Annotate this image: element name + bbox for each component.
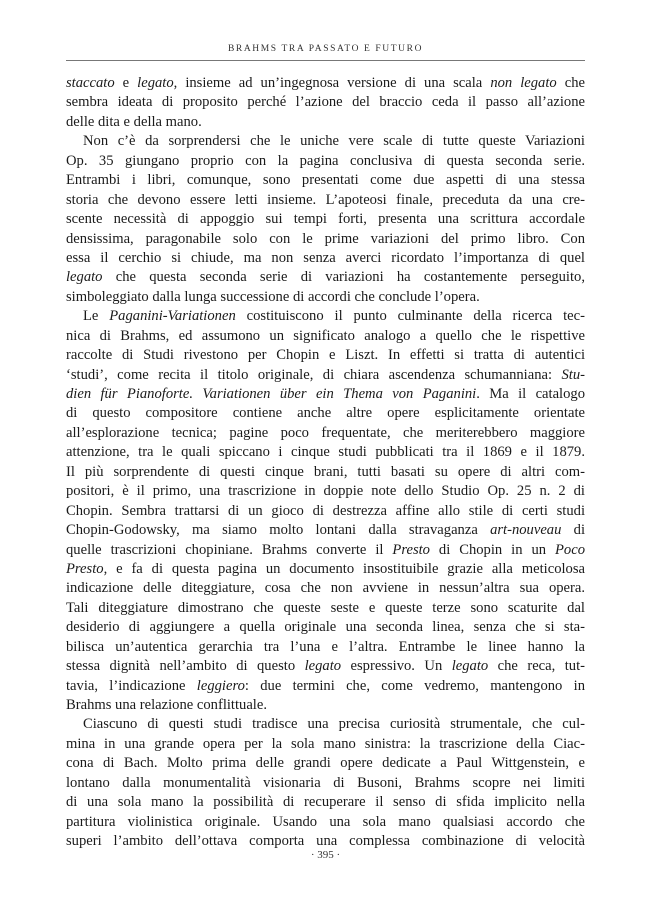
text-run: : due termini che, come vedremo, mantengono in <box>244 677 585 694</box>
italic-text: staccato <box>66 75 115 91</box>
italic-text: legato <box>451 658 489 675</box>
text-line <box>66 366 585 385</box>
text-run: scente necessità di appoggio sui tempi forti, presenta una scrittura accordale <box>66 211 585 228</box>
text-line <box>66 288 585 307</box>
text-run: lontano dalla monumentalità visionaria di Busoni, Brahms scopre nei limiti <box>66 774 585 791</box>
text-line <box>66 696 585 715</box>
text-run: storia che devono essere letti insieme. L’apoteosi finale, preceduta da una cre- <box>66 191 585 208</box>
text-run: delle dita e della mano. <box>66 113 202 130</box>
text-line <box>66 793 585 812</box>
text-run: quelle trascrizioni chopiniane. Brahms converte il <box>66 541 393 558</box>
italic-text: Stu- <box>561 366 585 383</box>
italic-text: legato <box>304 658 342 675</box>
text-run: Ciascuno di questi studi tradisce una precisa curiosità strumentale, che cul- <box>83 716 585 733</box>
text-run: Il più sorprendente di questi cinque brani, tutti basati su opere di altri com- <box>66 463 585 480</box>
text-run: costituiscono il punto culminante della ricerca tec- <box>235 308 585 325</box>
text-run: Op. 35 giungano proprio con la pagina conclusiva di questa seconda serie. <box>66 152 585 169</box>
text-run: stessa dignità nell’ambito di questo <box>66 658 305 675</box>
text-line <box>66 404 585 423</box>
text-run: tavia, l’indicazione <box>66 677 197 694</box>
text-line <box>66 93 585 112</box>
text-line <box>66 579 585 598</box>
text-run: Chopin-Godowsky, ma siamo molto lontani dalla stravaganza <box>66 522 491 539</box>
text-line <box>66 677 585 696</box>
text-run: . Ma il catalogo <box>476 386 586 402</box>
text-run: densissima, paragonabile solo con le prime variazioni del primo libro. Con <box>66 230 585 247</box>
text-run: bilisca un’autentica gerarchia tra l’una e l’altra. Entrambe le linee hanno la <box>66 638 585 655</box>
text-line <box>66 152 585 171</box>
italic-text: art-nouveau <box>490 522 562 539</box>
text-line <box>66 599 585 618</box>
text-line <box>66 171 585 190</box>
text-line <box>66 735 585 754</box>
text-run: , e fa di questa pagina un documento insostituibile grazie alla meticolosa <box>103 560 585 577</box>
text-line <box>66 385 585 404</box>
text-run: di Chopin in un <box>429 541 555 558</box>
text-run: che reca, tut- <box>488 658 585 675</box>
text-line <box>66 307 585 326</box>
text-line <box>66 132 585 151</box>
text-line <box>66 74 585 93</box>
text-run: espressivo. Un <box>341 658 452 675</box>
text-line <box>66 715 585 734</box>
text-run: che <box>556 75 585 91</box>
italic-text: dien für Pianoforte. Variationen über ein Thema von Paganini <box>66 386 477 402</box>
text-line <box>66 638 585 657</box>
text-run: nica di Brahms, ed assumono un significato analogo a quello che le rispettive <box>66 327 585 344</box>
text-run: all’esplorazione tecnica; pagine poco frequentate, che meriterebbero maggiore <box>66 424 585 441</box>
text-run: desiderio di aggiungere a quella originale una seconda linea, senza che si sta- <box>66 619 585 636</box>
text-run: di questo compositore contiene anche altre opere esplicitamente orientate <box>66 405 585 422</box>
text-run: partitura violinistica originale. Usando una sola mano qualsiasi accordo che <box>66 813 585 830</box>
text-run: ‘studi’, come recita il titolo originale, di chiara ascendenza schumanniana: <box>66 366 562 383</box>
text-line <box>66 424 585 443</box>
text-run: raccolte di Studi rivestono per Chopin e Liszt. In effetti si tratta di autentici <box>66 347 585 364</box>
text-run: di una sola mano la possibilità di recuperare il senso di sfida implicito nella <box>66 794 585 811</box>
italic-text: Presto <box>392 541 430 558</box>
text-line <box>66 443 585 462</box>
italic-text: legato <box>137 75 174 91</box>
text-run: cona di Bach. Molto prima delle grandi opere dedicate a Paul Wittgenstein, e <box>66 755 585 772</box>
text-run: attenzione, tra le quali spiccano i cinque studi pubblicati tra il 1869 e il 1879. <box>66 444 585 461</box>
text-line <box>66 657 585 676</box>
text-line <box>66 210 585 229</box>
text-line <box>66 813 585 832</box>
text-run: Entrambi i libri, comunque, sono presentati come due aspetti di una stessa <box>66 172 585 189</box>
text-run: Brahms una relazione conflittuale. <box>66 697 267 713</box>
header-rule <box>66 60 585 61</box>
text-run: Non c’è da sorprendersi che le uniche vere scale di tutte queste Variazioni <box>83 133 585 150</box>
text-run: Le <box>83 308 110 325</box>
italic-text: leggiero <box>196 677 245 694</box>
text-line <box>66 521 585 540</box>
text-run: mina in una grande opera per la sola mano sinistra: la trascrizione della Ciac- <box>66 735 585 752</box>
italic-text: Presto <box>66 560 104 577</box>
text-run: Tali diteggiature dimostrano che queste seste e queste terze sono scaturite dal <box>66 599 585 616</box>
text-run: Chopin. Sembra trattarsi di un gioco di destrezza affine allo stile di certi studi <box>66 502 585 519</box>
text-run: che questa seconda serie di variazioni ha costantemente perseguito, <box>102 269 585 286</box>
text-line <box>66 774 585 793</box>
page-number: · 395 · <box>310 849 341 861</box>
italic-text: non legato <box>490 75 557 91</box>
text-line <box>66 463 585 482</box>
italic-text: Poco <box>555 541 585 558</box>
text-line <box>66 560 585 579</box>
text-line <box>66 346 585 365</box>
text-run: di <box>561 522 586 539</box>
text-run: essa il cerchio si chiude, ma non senza averci ricordato l’importanza di quel <box>66 249 585 266</box>
text-line <box>66 191 585 210</box>
text-run: superi l’ambito dell’ottava comporta una complessa combinazione di velocità <box>66 833 585 850</box>
text-line <box>66 268 585 287</box>
text-run: e <box>114 75 138 91</box>
text-line <box>66 249 585 268</box>
text-run: , insieme ad un’ingegnosa versione di una scala <box>173 75 491 91</box>
text-line <box>66 754 585 773</box>
text-line <box>66 502 585 521</box>
text-line <box>66 618 585 637</box>
italic-text: Paganini-Variationen <box>109 308 236 325</box>
text-line <box>66 113 585 132</box>
text-line <box>66 230 585 249</box>
body-text <box>66 74 585 852</box>
text-line <box>66 327 585 346</box>
text-run: indicazione delle diteggiature, cosa che non avviene in nessun’altra sua opera. <box>66 580 585 597</box>
text-run: sembra ideata di proposito perché l’azione del braccio ceda il passo all’azione <box>66 94 585 111</box>
text-run: simboleggiato dalla lunga successione di accordi che conclude l’opera. <box>66 288 480 305</box>
running-title: BRAHMS TRA PASSATO E FUTURO <box>227 44 424 54</box>
text-line <box>66 482 585 501</box>
text-run: positori, è il primo, una trascrizione in doppie note dello Studio Op. 25 n. 2 di <box>66 483 585 500</box>
italic-text: legato <box>66 269 103 286</box>
text-line <box>66 541 585 560</box>
